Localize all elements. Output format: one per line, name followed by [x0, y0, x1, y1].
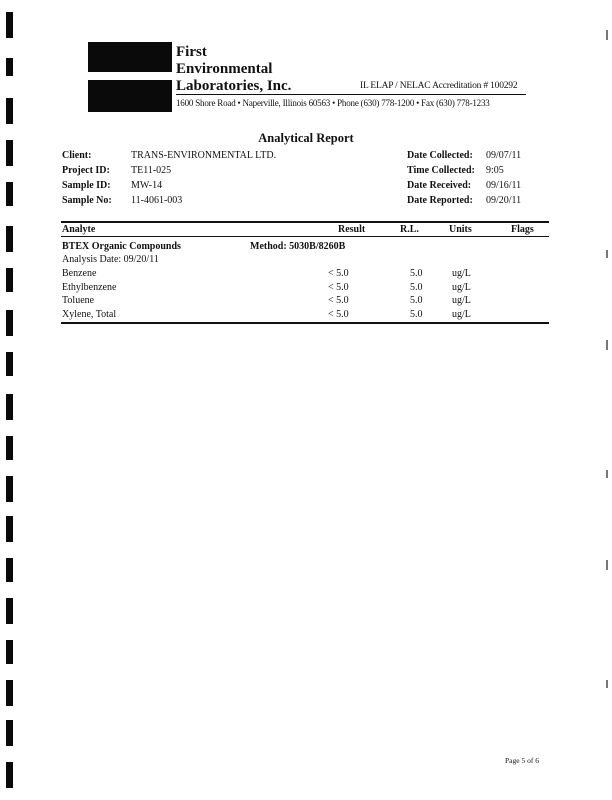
sample-id-value: MW-14: [131, 180, 163, 191]
client-label: Client:: [62, 150, 92, 161]
scan-mark: [6, 226, 13, 252]
row-units: ug/L: [452, 282, 471, 293]
scan-mark: [6, 98, 13, 124]
row-result: < 5.0: [328, 282, 349, 293]
table-bottom-rule: [61, 322, 549, 324]
company-address: 1600 Shore Road • Naperville, Illinois 60563 • Phone (630) 778-1200 • Fax (630) 778-1233: [176, 98, 490, 108]
row-result: < 5.0: [328, 268, 349, 279]
row-result: < 5.0: [328, 309, 349, 320]
scan-mark: [6, 58, 13, 76]
sample-no-value: 11-4061-003: [131, 195, 183, 206]
scan-mark: [6, 436, 13, 460]
col-header-analyte: Analyte: [62, 224, 96, 235]
date-collected-value: 09/07/11: [486, 150, 522, 161]
time-collected-value: 9:05: [486, 165, 504, 176]
date-received-label: Date Received:: [407, 180, 472, 191]
row-analyte: Xylene, Total: [62, 309, 117, 320]
scan-mark: [606, 250, 608, 258]
client-value: TRANS-ENVIRONMENTAL LTD.: [131, 150, 277, 161]
table-top-rule: [61, 221, 549, 223]
project-id-label: Project ID:: [62, 165, 110, 176]
col-header-flags: Flags: [511, 224, 534, 235]
logo-block-bottom: [88, 80, 172, 112]
col-header-result: Result: [338, 224, 366, 235]
row-units: ug/L: [452, 295, 471, 306]
row-analyte: Benzene: [62, 268, 97, 279]
row-rl: 5.0: [410, 282, 423, 293]
page-number: Page 5 of 6: [505, 756, 539, 765]
scan-mark: [6, 352, 13, 376]
row-analyte: Toluene: [62, 295, 95, 306]
scan-mark: [6, 394, 13, 420]
col-header-rl: R.L.: [400, 224, 419, 235]
scan-mark: [6, 640, 13, 664]
row-units: ug/L: [452, 309, 471, 320]
letterhead-rule: [176, 94, 526, 95]
accreditation: IL ELAP / NELAC Accreditation # 100292: [360, 81, 518, 91]
method: Method: 5030B/8260B: [250, 241, 346, 252]
scan-mark: [6, 310, 13, 336]
project-id-value: TE11-025: [131, 165, 172, 176]
date-collected-label: Date Collected:: [407, 150, 473, 161]
analysis-date: Analysis Date: 09/20/11: [62, 254, 159, 265]
row-analyte: Ethylbenzene: [62, 282, 117, 293]
row-rl: 5.0: [410, 295, 423, 306]
scan-mark: [606, 680, 608, 688]
scan-mark: [6, 558, 13, 582]
scan-mark: [6, 680, 13, 706]
scan-mark: [6, 476, 13, 502]
sample-id-label: Sample ID:: [62, 180, 111, 191]
scan-mark: [606, 30, 608, 40]
date-reported-label: Date Reported:: [407, 195, 473, 206]
col-header-units: Units: [449, 224, 472, 235]
scan-mark: [6, 516, 13, 542]
date-reported-value: 09/20/11: [486, 195, 522, 206]
row-units: ug/L: [452, 268, 471, 279]
row-result: < 5.0: [328, 295, 349, 306]
company-name-line3: Laboratories, Inc.: [176, 78, 292, 94]
time-collected-label: Time Collected:: [407, 165, 475, 176]
scan-mark: [6, 268, 13, 292]
sample-no-label: Sample No:: [62, 195, 112, 206]
company-name-line2: Environmental: [176, 61, 273, 77]
logo-block-top: [88, 42, 172, 72]
scan-mark: [6, 182, 13, 206]
group-name: BTEX Organic Compounds: [62, 241, 181, 252]
row-rl: 5.0: [410, 268, 423, 279]
scan-mark: [606, 340, 608, 350]
scan-mark: [606, 560, 608, 570]
scan-mark: [6, 598, 13, 624]
scan-mark: [6, 12, 13, 38]
scan-mark: [6, 720, 13, 746]
table-header-rule: [61, 236, 549, 237]
scan-mark: [6, 762, 13, 788]
scan-mark: [606, 470, 608, 478]
date-received-value: 09/16/11: [486, 180, 522, 191]
company-name-line1: First: [176, 44, 207, 60]
row-rl: 5.0: [410, 309, 423, 320]
page-title: Analytical Report: [258, 131, 354, 145]
